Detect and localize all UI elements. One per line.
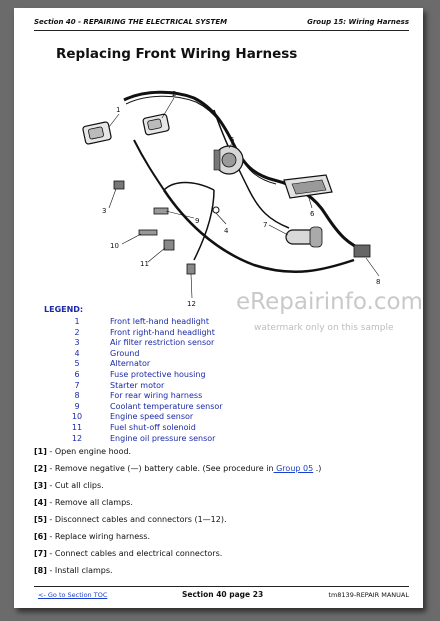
legend-label: Alternator xyxy=(110,359,151,369)
ground-point-part xyxy=(213,207,219,213)
step-number: [2] xyxy=(34,464,47,473)
procedure-step xyxy=(34,566,321,583)
step-text: - Disconnect cables and connectors (1—12). xyxy=(46,515,227,524)
legend-number: 5 xyxy=(74,359,80,369)
legend-label: Engine oil pressure sensor xyxy=(110,433,216,443)
legend-item xyxy=(54,338,223,349)
procedure-step xyxy=(34,498,321,515)
legend-number: 12 xyxy=(71,433,83,443)
legend-number: 9 xyxy=(74,401,80,411)
step-number: [5] xyxy=(34,515,47,524)
step-text: - Open engine hood. xyxy=(46,447,132,456)
step-text-after: .) xyxy=(313,464,322,473)
callout-5: 5 xyxy=(230,136,235,144)
callout-2: 2 xyxy=(172,90,177,98)
speed-sensor-part xyxy=(139,230,157,235)
legend-label: Ground xyxy=(110,348,140,358)
legend-item xyxy=(54,402,223,413)
step-number: [7] xyxy=(34,549,47,558)
callout-6: 6 xyxy=(310,210,315,218)
air-filter-sensor-part xyxy=(114,181,124,189)
legend-label: Coolant temperature sensor xyxy=(110,401,223,411)
legend-list xyxy=(54,317,223,444)
legend-item xyxy=(54,423,223,434)
page-number: Section 40 page 23 xyxy=(182,590,264,599)
step-text: - Replace wiring harness. xyxy=(46,532,151,541)
legend-label: Front left-hand headlight xyxy=(110,317,209,326)
fuse-housing-part xyxy=(284,175,332,198)
legend-item xyxy=(54,381,223,392)
callout-8: 8 xyxy=(376,278,381,286)
legend-number: 11 xyxy=(71,422,83,432)
procedure-steps xyxy=(34,447,321,583)
callout-10: 10 xyxy=(110,242,119,250)
step-text: - Cut all clips. xyxy=(46,481,104,490)
watermark-text: eRepairinfo.com xyxy=(236,289,423,315)
legend-label: Fuel shut-off solenoid xyxy=(110,422,196,432)
manual-id: tm8139-REPAIR MANUAL xyxy=(328,591,409,599)
procedure-step xyxy=(34,532,321,549)
legend-item xyxy=(54,349,223,360)
callout-4: 4 xyxy=(224,227,229,235)
legend-label: Engine speed sensor xyxy=(110,412,194,422)
watermark-subtext: watermark only on this sample xyxy=(254,323,394,333)
alternator-part xyxy=(214,146,243,174)
legend-label: Air filter restriction sensor xyxy=(110,338,215,348)
callout-12: 12 xyxy=(187,300,196,308)
left-headlight-part xyxy=(82,121,111,144)
procedure-step xyxy=(34,549,321,566)
manual-page xyxy=(14,8,423,608)
fuel-solenoid-part xyxy=(164,240,174,250)
procedure-step xyxy=(34,515,321,532)
legend-number: 10 xyxy=(71,412,83,422)
starter-motor-part xyxy=(286,227,322,247)
procedure-step xyxy=(34,447,321,464)
legend-number: 7 xyxy=(74,380,80,390)
step-number: [6] xyxy=(34,532,47,541)
callout-11: 11 xyxy=(140,260,149,268)
wiring-harness-diagram xyxy=(64,80,384,310)
legend-item xyxy=(54,328,223,339)
legend-label: For rear wiring harness xyxy=(110,391,203,401)
legend-number: 6 xyxy=(74,369,80,379)
step-number: [1] xyxy=(34,447,47,456)
section-header: Section 40 - REPAIRING THE ELECTRICAL SYSTEM xyxy=(34,18,228,26)
step-text: - Remove negative (—) battery cable. (See procedure in xyxy=(46,464,274,473)
oil-pressure-sensor-part xyxy=(187,264,195,274)
right-headlight-part xyxy=(143,114,170,136)
callout-7: 7 xyxy=(263,221,268,229)
legend-label: Starter motor xyxy=(110,380,165,390)
callout-9: 9 xyxy=(195,217,200,225)
page-title: Replacing Front Wiring Harness xyxy=(56,46,298,62)
step-number: [4] xyxy=(34,498,47,507)
coolant-sensor-part xyxy=(154,208,168,214)
legend-item xyxy=(54,412,223,423)
legend-item xyxy=(54,434,223,445)
procedure-step xyxy=(34,464,321,481)
legend-number: 4 xyxy=(74,348,80,358)
footer-rule xyxy=(34,586,409,587)
rear-harness-connector-part xyxy=(354,245,370,257)
header-rule xyxy=(34,30,409,31)
legend-item xyxy=(54,370,223,381)
legend-label: Fuse protective housing xyxy=(110,369,206,379)
legend-item xyxy=(54,317,223,328)
step-text: - Remove all clamps. xyxy=(46,498,133,507)
legend-item xyxy=(54,359,223,370)
group-header: Group 15: Wiring Harness xyxy=(307,18,409,26)
legend-number: 1 xyxy=(74,317,80,326)
step-text: - Install clamps. xyxy=(46,566,113,575)
section-toc-link[interactable]: <- Go to Section TOC xyxy=(38,591,108,599)
step-number: [3] xyxy=(34,481,47,490)
group-05-link[interactable]: Group 05 xyxy=(273,464,314,473)
legend-number: 2 xyxy=(74,327,80,337)
legend-number: 8 xyxy=(74,391,80,401)
legend-number: 3 xyxy=(74,338,80,348)
callout-1: 1 xyxy=(116,106,121,114)
procedure-step xyxy=(34,481,321,498)
legend-item xyxy=(54,391,223,402)
step-text: - Connect cables and electrical connectors. xyxy=(46,549,223,558)
legend-label: Front right-hand headlight xyxy=(110,327,215,337)
step-number: [8] xyxy=(34,566,47,575)
callout-3: 3 xyxy=(102,207,107,215)
legend-title: LEGEND: xyxy=(44,305,84,314)
